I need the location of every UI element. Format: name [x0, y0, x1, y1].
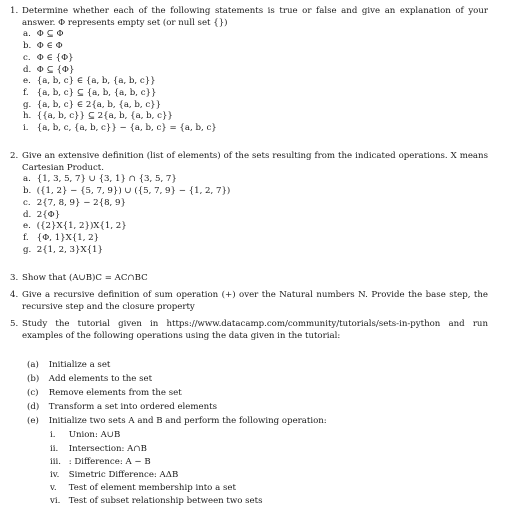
question-2 [10, 151, 488, 256]
list-item [27, 360, 488, 372]
list-item [27, 388, 488, 400]
list-item [27, 402, 488, 414]
question-5 [10, 319, 488, 509]
question-5-subitems [27, 360, 488, 428]
item-marker: b. [23, 41, 32, 52]
question-3 [10, 273, 488, 285]
item-text: ({1, 2} − {5, 7, 9}) ∪ ({5, 7, 9} − {1, 2, 7}) [36, 186, 231, 197]
item-marker: f. [23, 232, 29, 243]
item-text: Simetric Difference: AΔB [68, 469, 179, 480]
question-1 [10, 6, 488, 135]
list-item [23, 245, 488, 257]
list-item [50, 430, 488, 442]
item-text: Intersection: A∩B [68, 443, 147, 454]
item-marker: ii. [50, 443, 59, 454]
item-marker: vi. [50, 495, 61, 506]
item-text: {a, b, c, {a, b, c}} − {a, b, c} = {a, b, c} [36, 123, 217, 134]
list-item [23, 198, 488, 210]
list-item [23, 76, 488, 88]
item-text: Φ ∈ {Φ} [36, 52, 74, 63]
list-item [23, 186, 488, 198]
item-marker: e. [23, 76, 31, 87]
question-number: 4. [10, 290, 19, 300]
item-marker: (d) [27, 402, 40, 413]
item-text: 2{7, 8, 9} − 2{8, 9} [36, 197, 126, 208]
item-marker: iii. [50, 456, 61, 467]
item-marker: (c) [27, 388, 39, 399]
item-text: {a, b, c} ∈ {a, b, {a, b, c}} [36, 76, 156, 87]
item-text: {a, b, c} ∈ 2{a, b, {a, b, c}} [36, 99, 162, 110]
question-4 [10, 290, 488, 313]
item-marker: h. [23, 111, 32, 122]
item-marker: g. [23, 99, 32, 110]
question-number: 2. [10, 151, 19, 161]
question-text: Give an extensive definition (list of elements) of the sets resulting from the indicated operations. X means Cartesian Product. [22, 151, 488, 173]
item-text: : Difference: A − B [68, 456, 151, 467]
list-item [23, 233, 488, 245]
list-item [23, 210, 488, 222]
item-text: Φ ⊆ {Φ} [36, 64, 75, 75]
question-1-items [23, 29, 488, 134]
question-number: 1. [10, 6, 19, 16]
list-item [50, 444, 488, 456]
item-text: 2{1, 2, 3}X{1} [36, 244, 103, 255]
list-item [23, 88, 488, 100]
list-item [27, 416, 488, 428]
list-item [23, 174, 488, 186]
list-item [50, 457, 488, 469]
item-marker: g. [23, 244, 32, 255]
list-item [50, 496, 488, 508]
list-item [23, 41, 488, 53]
item-marker: (b) [27, 374, 40, 385]
item-text: {1, 3, 5, 7} ∪ {3, 1} ∩ {3, 5, 7} [36, 174, 177, 185]
list-item [23, 29, 488, 41]
item-text: Φ ∈ Φ [36, 41, 63, 52]
item-marker: d. [23, 64, 32, 75]
item-text: Test of subset relationship between two sets [68, 495, 263, 506]
item-text: 2{Φ} [36, 209, 61, 220]
item-marker: (a) [27, 360, 39, 371]
item-marker: i. [50, 430, 56, 441]
question-text: Determine whether each of the following statements is true or false and give an explanation of your answer. Φ represents empty set (or null set {}) [22, 6, 488, 28]
item-text: Test of element membership into a set [68, 482, 236, 493]
item-text: {Φ, 1}X{1, 2} [36, 232, 100, 243]
item-marker: v. [50, 482, 57, 493]
item-text: Initialize a set [48, 360, 111, 371]
item-text: ({2}X{1, 2})X{1, 2} [36, 221, 127, 232]
list-item [23, 123, 488, 135]
item-marker: c. [23, 52, 31, 63]
item-text: Φ ⊆ Φ [36, 29, 64, 40]
list-item [23, 221, 488, 233]
item-marker: a. [23, 174, 31, 185]
item-text: Initialize two sets A and B and perform the following operation: [48, 416, 327, 427]
item-marker: f. [23, 87, 29, 98]
list-item [27, 374, 488, 386]
list-item [23, 100, 488, 112]
question-number: 5. [10, 319, 19, 329]
item-marker: iv. [50, 469, 60, 480]
item-marker: c. [23, 197, 31, 208]
question-text: Give a recursive definition of sum operation (+) over the Natural numbers N. Provide the base step, the recursive step and the closure property [22, 290, 488, 312]
question-number: 3. [10, 273, 19, 283]
item-marker: i. [23, 123, 29, 134]
item-text: {a, b, c} ⊆ {a, b, {a, b, c}} [36, 87, 157, 98]
list-item [50, 483, 488, 495]
question-text: Show that (A∪B)C = AC∩BC [22, 273, 148, 283]
item-marker: (e) [27, 416, 39, 427]
question-2-items [23, 174, 488, 256]
item-text: {{a, b, c}} ⊆ 2{a, b, {a, b, c}} [36, 111, 173, 122]
item-marker: e. [23, 221, 31, 232]
item-marker: b. [23, 186, 32, 197]
item-text: Transform a set into ordered elements [48, 402, 218, 413]
item-text: Add elements to the set [48, 374, 153, 385]
list-item [23, 65, 488, 77]
list-item [23, 53, 488, 65]
item-marker: d. [23, 209, 32, 220]
item-text: Remove elements from the set [48, 388, 182, 399]
list-item [23, 111, 488, 123]
item-text: Union: A∪B [68, 430, 121, 441]
question-text: Study the tutorial given in https://www.datacamp.com/community/tutorials/sets-in-python and run examples of the following operations using the data given in the tutorial: [22, 319, 488, 341]
list-item [50, 470, 488, 482]
item-marker: a. [23, 29, 31, 40]
operations-list [50, 430, 488, 507]
